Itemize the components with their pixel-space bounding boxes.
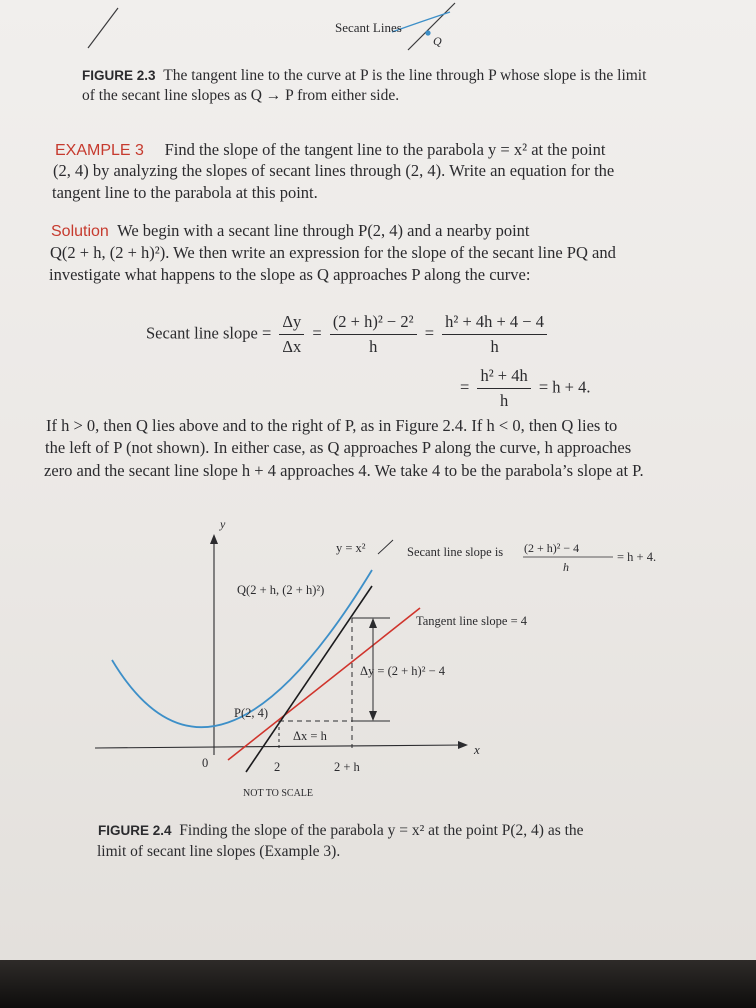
tick-2-label: 2 xyxy=(274,760,281,774)
figure-2-3-caption-text1: The tangent line to the curve at P is the line through P whose slope is the limit xyxy=(163,67,647,84)
curve-label-pointer xyxy=(378,540,393,554)
point-q-label: Q xyxy=(433,34,442,48)
paragraph-line1: If h > 0, then Q lies above and to the right of P, as in Figure 2.4. If h < 0, then Q lies to xyxy=(46,416,618,435)
secant-line xyxy=(246,586,372,772)
secant-slope-text: Secant line slope is xyxy=(407,545,504,559)
eq-sign-3: = xyxy=(424,323,434,343)
frac-polynomial-num: h² + 4h + 4 − 4 xyxy=(442,312,547,335)
eq-result: = h + 4. xyxy=(538,377,591,397)
x-axis-label: x xyxy=(474,742,480,757)
solution-label: Solution xyxy=(51,223,109,240)
secant-line-right xyxy=(408,3,455,50)
figure-2-3-label: FIGURE 2.3 xyxy=(82,68,156,83)
secant-slope-num: (2 + h)² − 4 xyxy=(524,541,580,555)
figure-2-4-caption-text1: Finding the slope of the parabola y = x² at the point P(2, 4) as the xyxy=(179,822,584,839)
example-label: EXAMPLE 3 xyxy=(55,142,144,159)
secant-slope-result: = h + 4. xyxy=(617,550,657,564)
paragraph-line3: zero and the secant line slope h + 4 approaches 4. We take 4 to be the parabola’s slope at P. xyxy=(44,461,644,480)
point-p-coordinate: P(2, 4) xyxy=(234,706,269,720)
delta-y-label: Δy = (2 + h)² − 4 xyxy=(360,664,446,678)
y-axis-arrow xyxy=(210,534,218,544)
solution-line2: Q(2 + h, (2 + h)²). We then write an expression for the slope of the secant line PQ and xyxy=(50,243,616,262)
x-axis xyxy=(95,745,465,748)
frac-expanded-den: h xyxy=(369,337,378,356)
eq-sign-4: = xyxy=(460,377,470,397)
secant-slope-equation-row2 xyxy=(460,366,590,411)
example-line3: tangent line to the parabola at this point. xyxy=(52,183,318,202)
figure-2-3-caption-line2: of the secant line slopes as Q → P from either side. xyxy=(82,87,400,104)
delta-y-arrow-up xyxy=(369,618,377,628)
secant-slope-equation xyxy=(146,312,551,357)
desk-surface xyxy=(0,960,756,1008)
frac-delta-den: Δx xyxy=(282,337,302,356)
figure-2-4-caption-line2: limit of secant line slopes (Example 3). xyxy=(97,843,341,860)
secant-slope-den: h xyxy=(563,560,569,574)
frac-polynomial-den: h xyxy=(490,337,499,356)
tangent-slope-text: Tangent line slope = 4 xyxy=(416,614,528,628)
figure-2-3-caption-line1 xyxy=(82,66,646,85)
not-to-scale-note: NOT TO SCALE xyxy=(243,788,314,799)
example-text1: Find the slope of the tangent line to the parabola y = x² at the point xyxy=(164,140,606,159)
solution-text1: We begin with a secant line through P(2, 4) and a nearby point xyxy=(117,221,530,240)
point-q-coordinate: Q(2 + h, (2 + h)²) xyxy=(237,583,325,597)
frac-simplified xyxy=(477,366,530,411)
figure-2-4-graph xyxy=(0,510,756,810)
x-axis-arrow xyxy=(458,741,468,749)
solution-line1 xyxy=(51,221,530,241)
y-axis-label: y xyxy=(220,517,226,531)
frac-delta-num: Δy xyxy=(279,312,304,335)
figure-header-title: Secant Lines xyxy=(335,20,402,35)
frac-expanded xyxy=(330,312,417,357)
tick-2h-label: 2 + h xyxy=(334,760,360,774)
secant-line-left xyxy=(88,8,118,48)
figure-2-4-label: FIGURE 2.4 xyxy=(98,823,172,838)
figure-2-4-caption-line1 xyxy=(98,821,584,840)
eq-lhs: Secant line slope xyxy=(146,323,258,343)
eq-sign-1: = xyxy=(261,323,272,343)
curve-label: y = x² xyxy=(336,541,366,555)
frac-polynomial xyxy=(442,312,547,357)
frac-simplified-den: h xyxy=(499,391,509,410)
delta-y-arrow-down xyxy=(369,711,377,721)
frac-simplified-num: h² + 4h xyxy=(477,366,530,389)
solution-line3: investigate what happens to the slope as Q approaches P along the curve: xyxy=(49,265,531,284)
example-line1 xyxy=(55,140,605,160)
paragraph-line2: the left of P (not shown). In either case, as Q approaches P along the curve, h approaches xyxy=(45,438,632,457)
point-q-dot xyxy=(425,30,430,35)
example-line2: (2, 4) by analyzing the slopes of secant lines through (2, 4). Write an equation for the xyxy=(53,161,615,180)
tick-0-label: 0 xyxy=(202,756,209,770)
frac-expanded-num: (2 + h)² − 2² xyxy=(330,312,417,335)
delta-x-label: Δx = h xyxy=(293,729,327,743)
eq-sign-2: = xyxy=(312,323,322,343)
frac-delta xyxy=(279,312,304,357)
